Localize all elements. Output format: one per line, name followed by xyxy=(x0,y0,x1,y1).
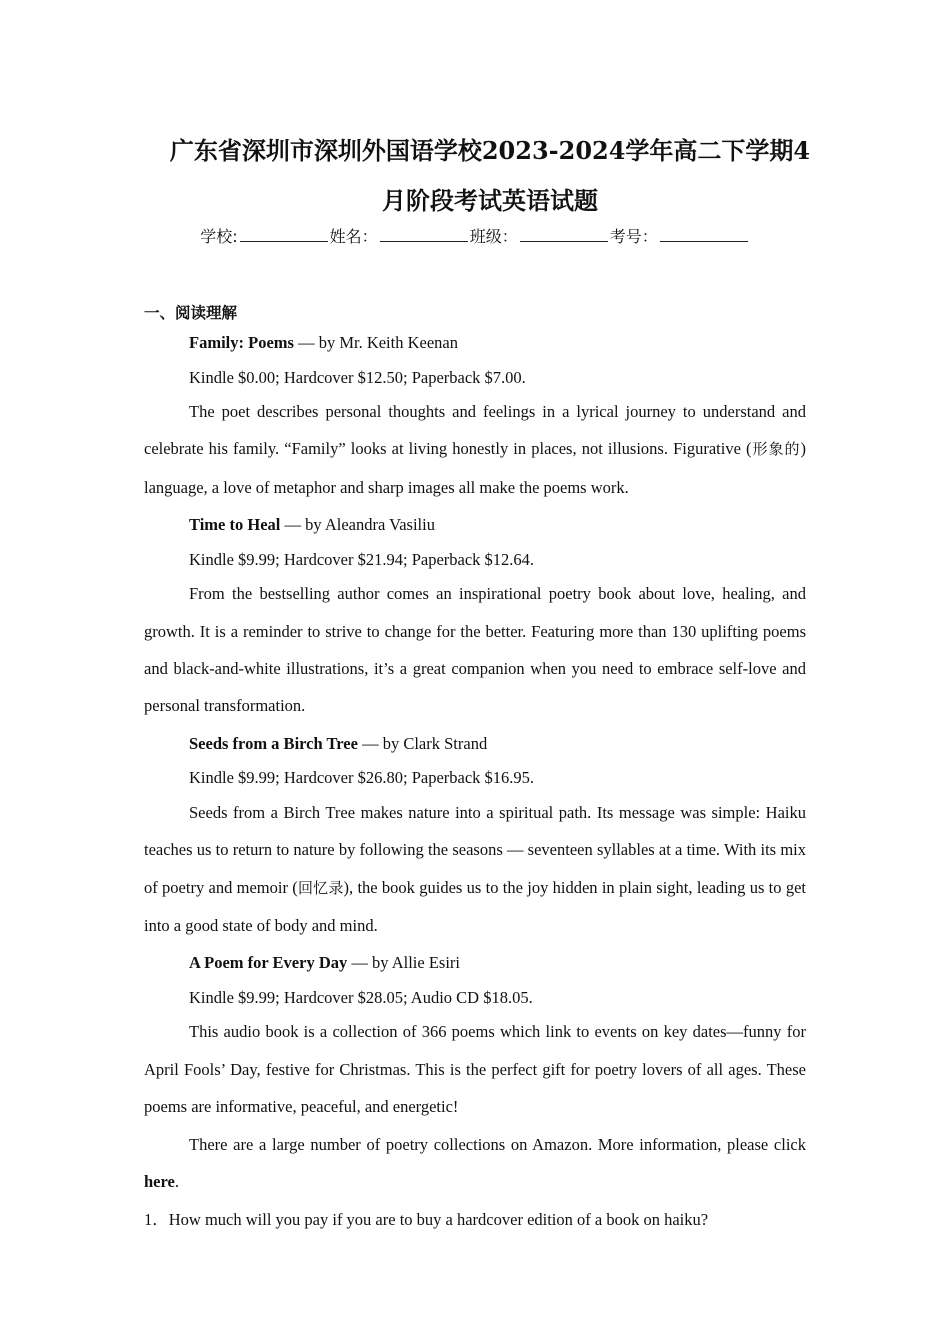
page-title-line1: 广东省深圳市深圳外国语学校2023-2024学年高二下学期4 xyxy=(169,136,811,165)
book-title-row xyxy=(144,508,806,543)
closing-paragraph: There are a large number of poetry collections on Amazon. More information, please click here. xyxy=(144,1134,806,1192)
book-prices: Kindle $9.99; Hardcover $26.80; Paperback $16.95. xyxy=(189,768,535,788)
book-prices: Kindle $9.99; Hardcover $28.05; Audio CD $18.05. xyxy=(189,987,533,1007)
class-label: 班级： xyxy=(469,227,518,246)
book-title-row xyxy=(144,946,806,981)
book-title: A Poem for Every Day xyxy=(189,953,348,973)
book-author: — by Aleandra Vasiliu xyxy=(280,515,435,535)
class-blank[interactable] xyxy=(520,226,608,242)
question-text: How much will you pay if you are to buy a hardcover edition of a book on haiku? xyxy=(168,1209,709,1229)
name-label: 姓名： xyxy=(329,227,378,246)
question-1 xyxy=(144,1203,806,1238)
chinese-gloss: 回忆录 xyxy=(297,878,344,897)
student-info-row xyxy=(140,226,810,248)
book-author: — by Mr. Keith Keenan xyxy=(293,333,458,352)
book-prices: Kindle $0.00; Hardcover $12.50; Paperback $7.00. xyxy=(189,367,526,387)
book-title-row xyxy=(144,326,806,361)
book-title-row xyxy=(144,727,806,762)
chinese-gloss: 形象的 xyxy=(751,440,801,459)
book-title: Family: Poems xyxy=(189,333,294,352)
book-author: — by Clark Strand xyxy=(357,733,488,753)
exam-number-blank[interactable] xyxy=(660,226,748,242)
section-heading: 一、阅读理解 xyxy=(144,304,238,322)
reading-section xyxy=(144,300,806,1237)
book-description: The poet describes personal thoughts and feelings in a lyrical journey to understand and celebrate his family. “Family” looks at living honestly in places, not illusions. Figurative (形象的) language, a love of metaphor and sharp images all make the poems work. xyxy=(144,402,806,497)
page-title-line2: 月阶段考试英语试题 xyxy=(382,186,598,215)
book-description: From the bestselling author comes an inspirational poetry book about love, healing, and growth. It is a reminder to strive to change for the better. Featuring more than 130 uplifting poems and black-and-white illustrations, it’s a great companion when you need to embrace self-love and personal transformation. xyxy=(144,584,806,716)
book-title: Time to Heal xyxy=(189,515,281,535)
exam-number-label: 考号： xyxy=(609,227,658,246)
book-description: This audio book is a collection of 366 poems which link to events on key dates—funny for April Fools’ Day, festive for Christmas. This is the perfect gift for poetry lovers of all ages. These poems are informative, peaceful, and energetic! xyxy=(144,1022,806,1117)
book-description: Seeds from a Birch Tree makes nature into a spiritual path. Its message was simple: Haiku teaches us to return to nature by following the seasons — seventeen syllables at a time. With its mix of poetry and memoir (回忆录), the book guides us to the joy hidden in plain sight, leading us to get into a good state of body and mind. xyxy=(144,802,806,936)
here-link[interactable]: here xyxy=(144,1172,175,1192)
school-label: 学校: xyxy=(200,227,238,246)
book-title: Seeds from a Birch Tree xyxy=(189,733,358,753)
book-prices: Kindle $9.99; Hardcover $21.94; Paperback $12.64. xyxy=(189,549,535,569)
book-author: — by Allie Esiri xyxy=(347,953,460,973)
school-blank[interactable] xyxy=(240,226,328,242)
name-blank[interactable] xyxy=(380,226,468,242)
question-number: 1． xyxy=(144,1209,169,1229)
